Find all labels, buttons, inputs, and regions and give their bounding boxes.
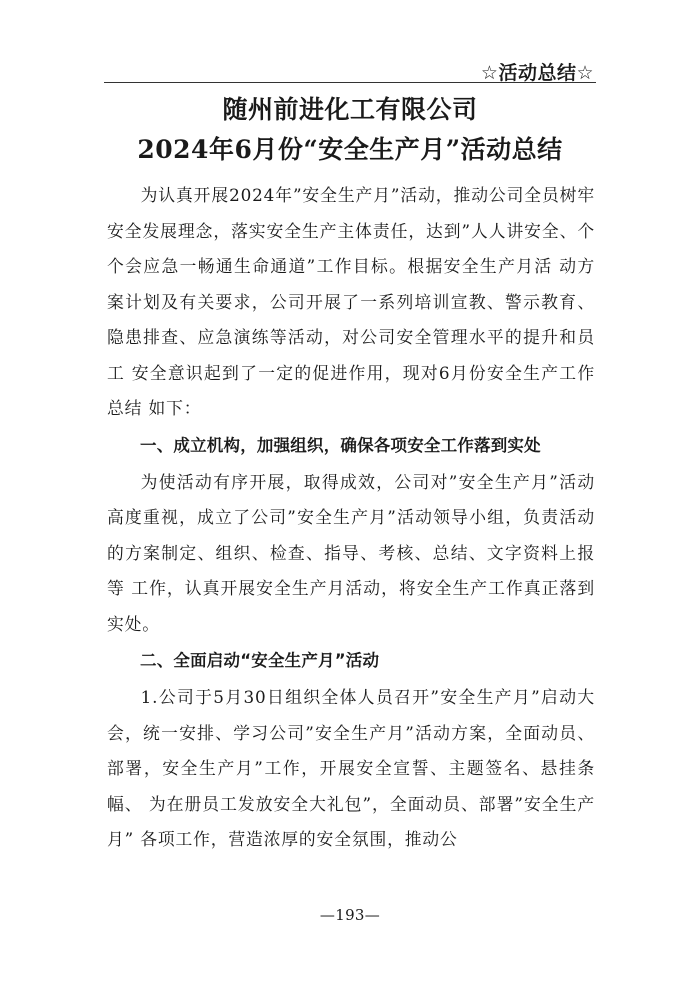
intro-paragraph: 为认真开展2024年”安全生产月”活动，推动公司全员树牢安全发展理念，落实安全生产主体责任，达到”人人讲安全、个个会应急一畅通生命通道”工作目标。根据安全生产月活 动方案计划及有关要求，公司开展了一系列培训宣教、警示教育、 隐患排查、应急演练等活动，对公司安全管理水平的提升和员工 安全意识起到了一定的促进作用，现对6月份安全生产工作总结 如下：: [107, 185, 595, 418]
section-2-heading: 二、全面启动“安全生产月”活动: [140, 651, 380, 670]
document-title-company: 随州前进化工有限公司: [222, 95, 478, 124]
header-category-tag: ☆活动总结☆: [480, 62, 594, 84]
section-1-heading: 一、成立机构，加强组织，确保各项安全工作落到实处: [140, 435, 541, 455]
document-title-subject: 2024年6月份“安全生产月”活动总结: [137, 135, 563, 164]
section-1-paragraph: 为使活动有序开展，取得成效，公司对”安全生产月”活动 高度重视，成立了公司”安全生产月”活动领导小组，负责活动 的方案制定、组织、检查、指导、考核、总结、文字资料上报等 工作，认真开展安全生产月活动，将安全生产工作真正落到实处。: [107, 471, 595, 634]
document-body: [107, 178, 595, 858]
section-2-item-1: 1.公司于5月30日组织全体人员召开”安全生产月”启动大会，统一安排、学习公司”安全生产月”活动方案，全面动员、 部署，安全生产月”工作，开展安全宣誓、主题签名、悬挂条幅、 为在册员工发放安全大礼包”，全面动员、部署”安全生产月” 各项工作，营造浓厚的安全氛围，推动公: [107, 687, 595, 849]
page-number: —193—: [319, 906, 381, 924]
header-rule: [104, 82, 596, 83]
